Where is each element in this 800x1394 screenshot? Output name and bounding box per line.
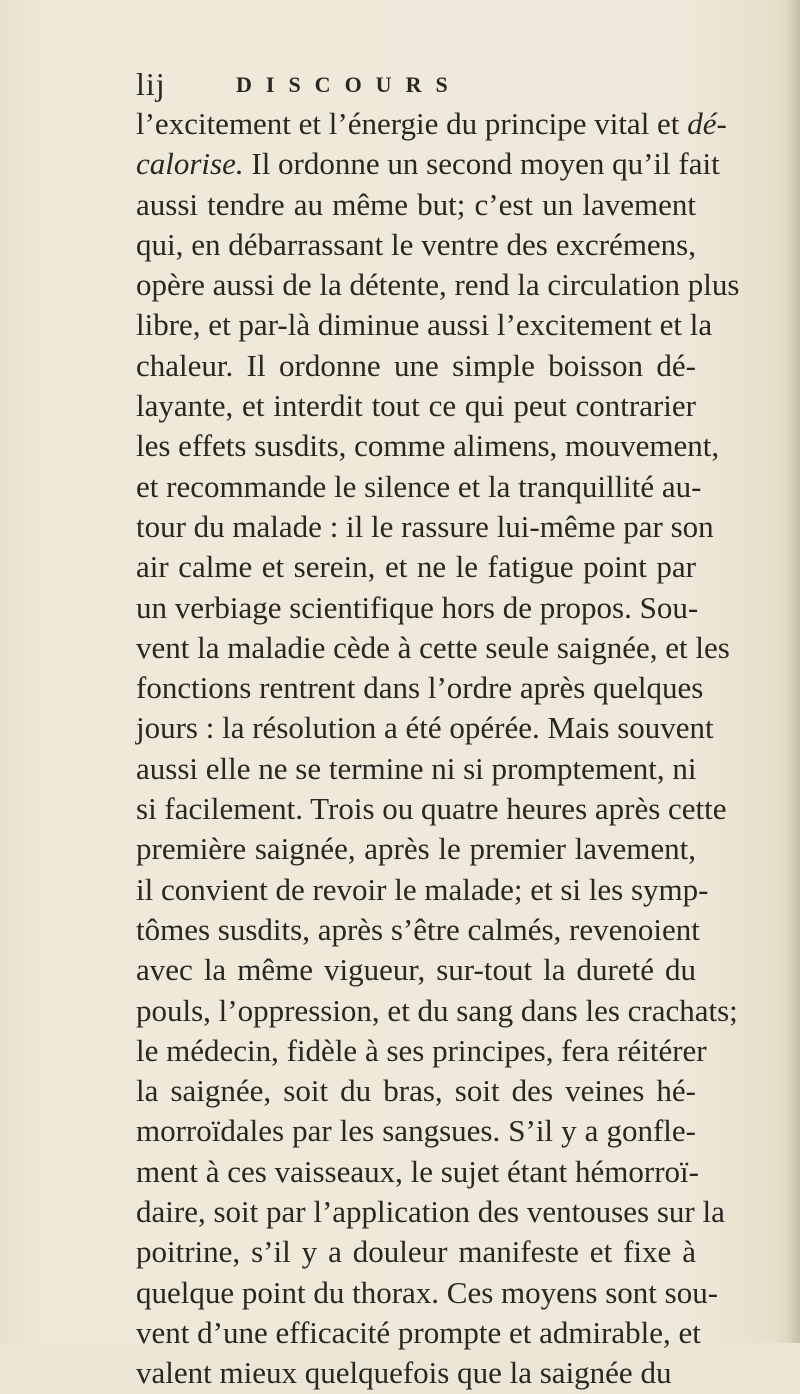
body-text xyxy=(136,104,740,1394)
text-line xyxy=(136,1273,719,1313)
line-text: chaleur. Il ordonne une simple boisson dé- xyxy=(136,347,696,383)
text-line xyxy=(136,346,696,386)
text-line xyxy=(136,668,704,708)
line-text: et recommande le silence et la tranquillité au- xyxy=(136,468,702,504)
line-text: pouls, l’oppression, et du sang dans les crachats; xyxy=(136,992,738,1028)
line-text: les effets susdits, comme alimens, mouvement, xyxy=(136,428,720,464)
line-text: aussi elle ne se termine ni si promptement, ni xyxy=(136,750,697,786)
line-text: un verbiage scientifique hors de propos. Sou- xyxy=(136,589,699,625)
line-text: il convient de revoir le malade; et si les symp- xyxy=(136,871,709,907)
text-line xyxy=(136,185,696,225)
italic-word: dé- xyxy=(687,106,727,141)
text-line xyxy=(136,991,738,1031)
text-line xyxy=(136,1232,696,1272)
text-line xyxy=(136,467,702,507)
page-header xyxy=(136,66,696,106)
text-line xyxy=(136,1031,707,1071)
line-text: layante, et interdit tout ce qui peut contrarier xyxy=(136,388,696,424)
line-text: ment à ces vaisseaux, le sujet étant hémorroï- xyxy=(136,1153,699,1189)
text-line xyxy=(136,1313,701,1353)
text-line xyxy=(136,950,696,990)
text-line xyxy=(136,426,720,466)
line-text: jours : la résolution a été opérée. Mais souvent xyxy=(136,710,714,746)
line-text: morroïdales par les sangsues. S’il y a gonfle- xyxy=(136,1113,696,1149)
line-text: première saignée, après le premier lavement, xyxy=(136,831,696,867)
text-line xyxy=(136,225,696,265)
line-text: libre, et par-là diminue aussi l’excitement et la xyxy=(136,307,713,343)
text-line xyxy=(136,910,700,950)
text-line xyxy=(136,386,696,426)
line-text: tômes susdits, après s’être calmés, revenoient xyxy=(136,911,700,947)
text-line xyxy=(136,870,709,910)
text-line xyxy=(136,507,714,547)
text-line xyxy=(136,829,696,869)
line-text: Il ordonne un second moyen qu’il fait xyxy=(243,146,720,182)
line-text: fonctions rentrent dans l’ordre après quelques xyxy=(136,670,704,706)
text-line xyxy=(136,305,713,345)
text-line xyxy=(136,547,696,587)
line-text: vent la maladie cède à cette seule saignée, et les xyxy=(136,629,730,665)
text-line xyxy=(136,749,696,789)
line-text: avec la même vigueur, sur-tout la dureté du xyxy=(136,952,696,988)
text-line xyxy=(136,1071,696,1111)
text-line xyxy=(136,1111,696,1151)
line-text: tour du malade : il le rassure lui-même par son xyxy=(136,508,714,544)
line-text: si facilement. Trois ou quatre heures après cette xyxy=(136,791,727,827)
line-text: qui, en débarrassant le ventre des excrémens, xyxy=(136,226,696,262)
text-line xyxy=(136,265,740,305)
line-text: vent d’une efficacité prompte et admirable, et xyxy=(136,1314,701,1350)
text-line xyxy=(136,1192,725,1232)
line-text: daire, soit par l’application des ventouses sur la xyxy=(136,1194,725,1230)
line-text: la saignée, soit du bras, soit des veines hé- xyxy=(136,1073,696,1109)
line-text: quelque point du thorax. Ces moyens sont sou- xyxy=(136,1274,719,1310)
text-line xyxy=(136,1353,696,1393)
text-line xyxy=(136,588,699,628)
line-text: valent mieux quelquefois que la saignée du xyxy=(136,1355,672,1391)
text-line xyxy=(136,1152,699,1192)
line-text: aussi tendre au même but; c’est un lavement xyxy=(136,186,696,222)
line-text: opère aussi de la détente, rend la circulation plus xyxy=(136,267,740,303)
text-line xyxy=(136,789,727,829)
italic-word: calorise. xyxy=(136,146,244,182)
running-title: DISCOURS xyxy=(236,72,462,97)
text-line xyxy=(136,144,720,184)
text-line xyxy=(136,708,714,748)
line-text: air calme et serein, et ne le fatigue point par xyxy=(136,549,696,585)
page-number: lij xyxy=(136,66,166,102)
line-text: le médecin, fidèle à ses principes, fera réitérer xyxy=(136,1032,707,1068)
line-text: l’excitement et l’énergie du principe vital et xyxy=(136,106,688,141)
line-text: poitrine, s’il y a douleur manifeste et fixe à xyxy=(136,1234,696,1270)
text-line xyxy=(136,628,730,668)
text-line xyxy=(136,104,727,144)
page-edge-shadow xyxy=(786,0,800,1343)
